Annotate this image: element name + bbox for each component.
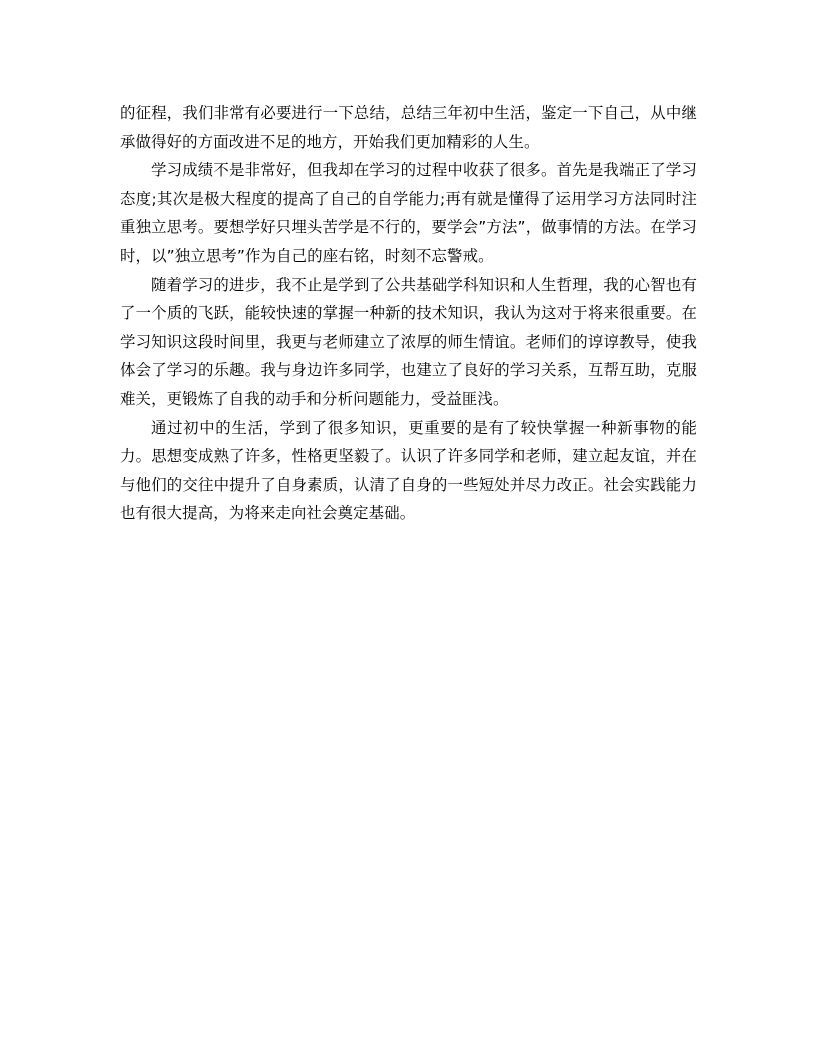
paragraph-continuation: 的征程，我们非常有必要进行一下总结，总结三年初中生活，鉴定一下自己，从中继承做得好的方面改进不足的地方，开始我们更加精彩的人生。 bbox=[120, 104, 697, 151]
paragraph-study: 学习成绩不是非常好，但我却在学习的过程中收获了很多。首先是我端正了学习态度;其次是极大程度的提高了自己的自学能力;再有就是懂得了运用学习方法同时注重独立思考。要想学好只埋头苦学是不行的，要学会”方法”，做事情的方法。在学习时，以”独立思考”作为自己的座右铭，时刻不忘警戒。 bbox=[120, 161, 697, 265]
document-body bbox=[120, 99, 697, 528]
paragraph-progress: 随着学习的进步，我不止是学到了公共基础学科知识和人生哲理，我的心智也有了一个质的飞跃，能较快速的掌握一种新的技术知识，我认为这对于将来很重要。在学习知识这段时间里，我更与老师建立了浓厚的师生情谊。老师们的谆谆教导，使我体会了学习的乐趣。我与身边许多同学，也建立了良好的学习关系，互帮互助，克服难关，更锻炼了自我的动手和分析问题能力，受益匪浅。 bbox=[120, 275, 697, 408]
paragraph-summary: 通过初中的生活，学到了很多知识，更重要的是有了较快掌握一种新事物的能力。思想变成熟了许多，性格更坚毅了。认识了许多同学和老师，建立起友谊，并在与他们的交往中提升了自身素质，认清了自身的一些短处并尽力改正。社会实践能力也有很大提高，为将来走向社会奠定基础。 bbox=[120, 418, 697, 523]
